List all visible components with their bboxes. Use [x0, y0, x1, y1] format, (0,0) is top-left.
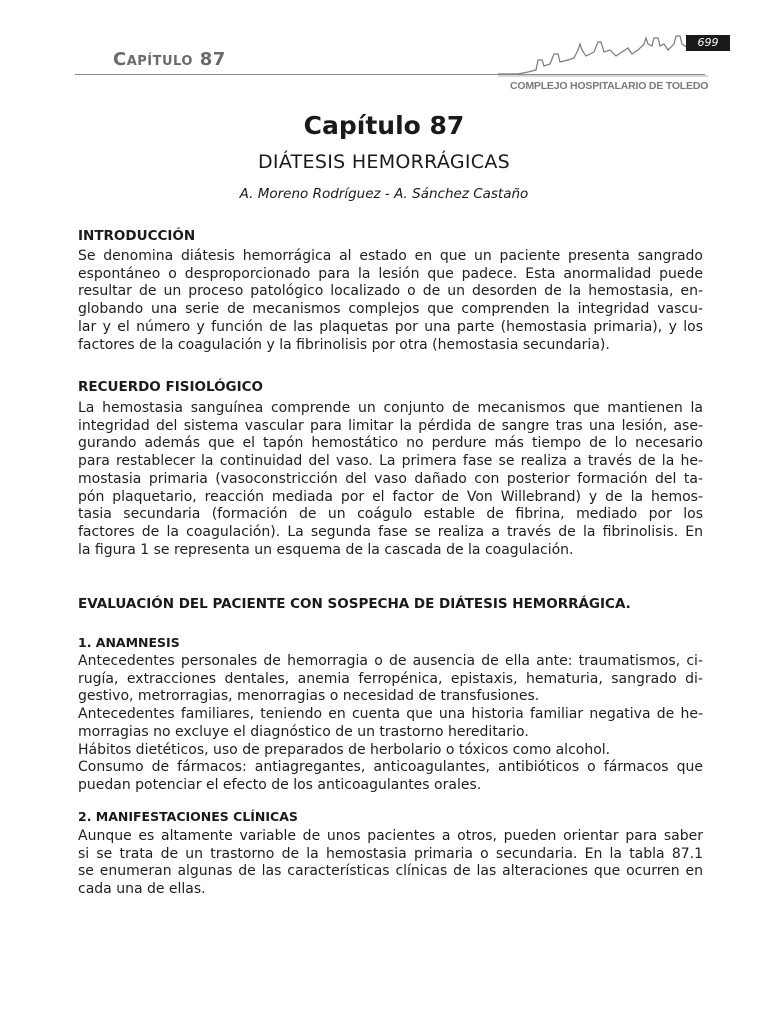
hospital-name: COMPLEJO HOSPITALARIO DE TOLEDO	[510, 80, 709, 92]
text-line: mostasia primaria (vasoconstricción del vaso dañado con posterior formación del ta-	[78, 470, 703, 487]
intro-heading: INTRODUCCIÓN	[78, 228, 196, 244]
recuerdo-heading: RECUERDO FISIOLÓGICO	[78, 379, 264, 395]
text-line: factores de la coagulación). La segunda fase se realiza a través de la fibrinolisis. En	[78, 523, 703, 540]
text-line: gurando además que el tapón hemostático no perdure más tiempo de lo necesario	[78, 435, 703, 452]
text-line: Se denomina diátesis hemorrágica al estado en que un paciente presenta sangrado	[78, 248, 703, 264]
recuerdo-paragraph	[78, 400, 703, 559]
text-line: lar y el número y función de las plaquetas por una parte (hemostasia primaria), y los	[78, 318, 703, 335]
text-line: para restablecer la continuidad del vaso. La primera fase se realiza a través de la he-	[78, 453, 703, 470]
manifestaciones-paragraph	[78, 828, 703, 899]
text-line: cada una de ellas.	[78, 881, 206, 898]
text-line: factores de la coagulación y la fibrinolisis por otra (hemostasia secundaria).	[78, 336, 610, 353]
text-line: pón plaquetario, reacción mediada por el factor de Von Willebrand) y de la hemos-	[78, 488, 703, 505]
toledo-skyline-logo	[498, 30, 708, 80]
text-line: tasia secundaria (formación de un coágulo estable de fibrina, mediado por los	[78, 506, 703, 523]
text-line: si se trata de un trastorno de la hemostasia primaria o secundaria. En la tabla 87.1	[78, 845, 703, 862]
text-line: rugía, extracciones dentales, anemia ferropénica, epistaxis, hematuria, sangrado di-	[78, 670, 703, 687]
text-line: puedan potenciar el efecto de los anticoagulantes orales.	[78, 776, 482, 793]
text-line: Consumo de fármacos: antiagregantes, anticoagulantes, antibióticos o fármacos que	[78, 759, 703, 776]
running-header-chapter: Capítulo 87	[113, 49, 226, 70]
text-line: Aunque es altamente variable de unos pacientes a otros, pueden orientar para saber	[78, 828, 703, 844]
text-line: resultar de un proceso patológico localizado o de un desorden de la hemostasia, en-	[78, 283, 703, 300]
authors: A. Moreno Rodríguez - A. Sánchez Castaño	[239, 186, 529, 202]
evaluacion-heading: EVALUACIÓN DEL PACIENTE CON SOSPECHA DE DIÁTESIS HEMORRÁGICA.	[78, 596, 631, 612]
intro-paragraph	[78, 248, 703, 354]
text-line: se enumeran algunas de las características clínicas de las alteraciones que ocurren en	[78, 863, 703, 880]
chapter-subtitle: DIÁTESIS HEMORRÁGICAS	[257, 151, 511, 173]
text-line: la figura 1 se representa un esquema de la cascada de la coagulación.	[78, 541, 574, 558]
text-line: globando una serie de mecanismos complejos que comprenden la integridad vascu-	[78, 301, 703, 318]
text-line: Antecedentes personales de hemorragia o de ausencia de ella ante: traumatismos, ci-	[78, 653, 703, 669]
text-line: gestivo, metrorragias, menorragias o necesidad de transfusiones.	[78, 688, 540, 705]
chapter-title: Capítulo 87	[303, 111, 465, 140]
manifestaciones-heading: 2. MANIFESTACIONES CLÍNICAS	[78, 809, 298, 824]
text-line: Hábitos dietéticos, uso de preparados de herbolario o tóxicos como alcohol.	[78, 741, 611, 758]
text-line: Antecedentes familiares, teniendo en cuenta que una historia familiar negativa de he-	[78, 706, 703, 723]
text-line: La hemostasia sanguínea comprende un conjunto de mecanismos que mantienen la	[78, 400, 703, 416]
page-number: 699	[686, 35, 730, 51]
anamnesis-paragraph	[78, 653, 703, 795]
text-line: morragias no excluye el diagnóstico de un trastorno hereditario.	[78, 723, 529, 740]
text-line: integridad del sistema vascular para limitar la pérdida de sangre tras una lesión, ase-	[78, 417, 703, 434]
text-line: espontáneo o desproporcionado para la lesión que padece. Esta anormalidad puede	[78, 265, 703, 282]
anamnesis-heading: 1. ANAMNESIS	[78, 635, 180, 650]
